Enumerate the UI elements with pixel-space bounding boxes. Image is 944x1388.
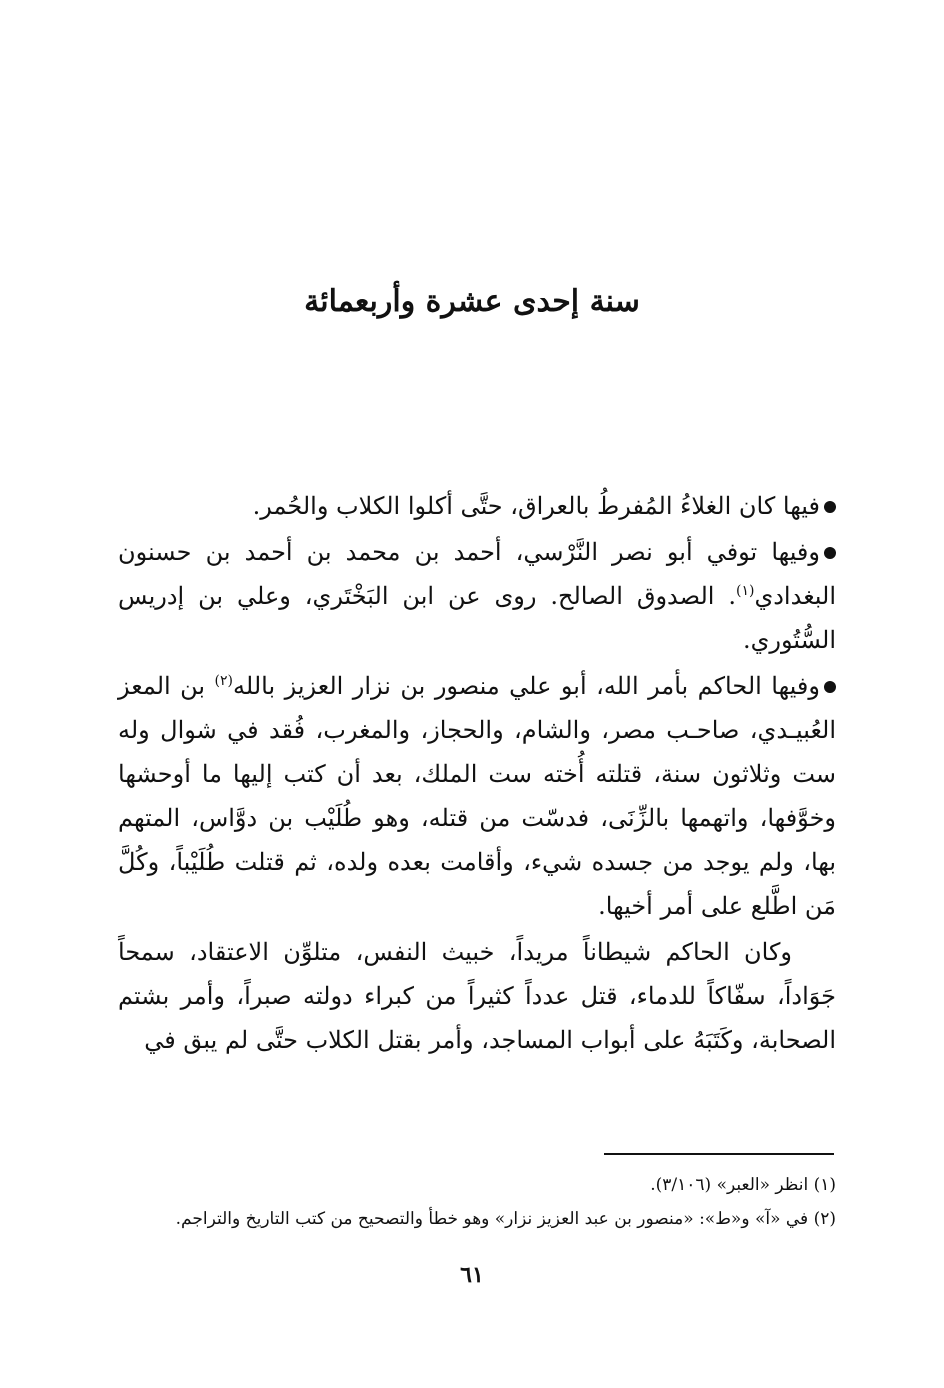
paragraph-hakim: وفيها الحاكم بأمر الله، أبو علي منصور بن نزار العزيز بالله$^{(٢)}$ بن المعز العُبيـدي، صاحـب مصر، والشام، والحجاز، والمغرب، فُقد في شوال وله ست وثلاثون سنة، قتلته أُخته ست الملك، بعد أن كتب إليها ما أوحشها وخوَّفها، واتهمها بالزِّنَى، فدسّت من قتله، وهو طُلَيْب بن دوَّاس، المتهم بها، ولم يوجد من جسده شيء، وأقامت بعده ولده، ثم قتلت طُلَيْباً، وكُلَّ مَن اطَّلع على أمر أخيها. [118, 672, 836, 920]
footnote-ref-1[interactable]: (١) [735, 583, 755, 599]
paragraph-famine: فيها كان الغلاءُ المُفرطُ بالعراق، حتَّى أكلوا الكلاب والحُمر. [118, 484, 836, 528]
body-text [118, 484, 836, 1064]
paragraph-narsi: وفيها توفي أبو نصر النَّرْسي، أحمد بن محمد بن أحمد بن حسنون البغدادي$^{(١)}$. الصدوق الصالح. روى عن ابن البَخْتَري، وعلي بن إدريس السُّتُوري. [118, 538, 836, 654]
bullet-icon [824, 547, 836, 559]
bullet-icon [824, 681, 836, 693]
footnote-ref-2[interactable]: (٢) [214, 673, 234, 689]
footnotes [100, 1168, 836, 1236]
footnote-1: (١) انظر «العبر» (٣/١٠٦). [650, 1175, 836, 1195]
chapter-heading: سنة إحدى عشرة وأربعمائة [304, 284, 640, 319]
footnote-divider [604, 1153, 834, 1155]
page-number: ٦١ [460, 1262, 484, 1288]
bullet-icon [824, 501, 836, 513]
paragraph-hakim-description: وكان الحاكم شيطاناً مريداً، خبيث النفس، متلوِّن الاعتقاد، سمحاً جَوَاداً، سفّاكاً للدماء، قتل عدداً كثيراً من كبراء دولته صبراً، وأمر بشتم الصحابة، وكَتَبَهُ على أبواب المساجد، وأمر بقتل الكلاب حتَّى لم يبق في [118, 938, 836, 1054]
footnote-2: (٢) في «آ» و«ط»: «منصور بن عبد العزيز نزار» وهو خطأ والتصحيح من كتب التاريخ والتراجم. [175, 1209, 836, 1229]
